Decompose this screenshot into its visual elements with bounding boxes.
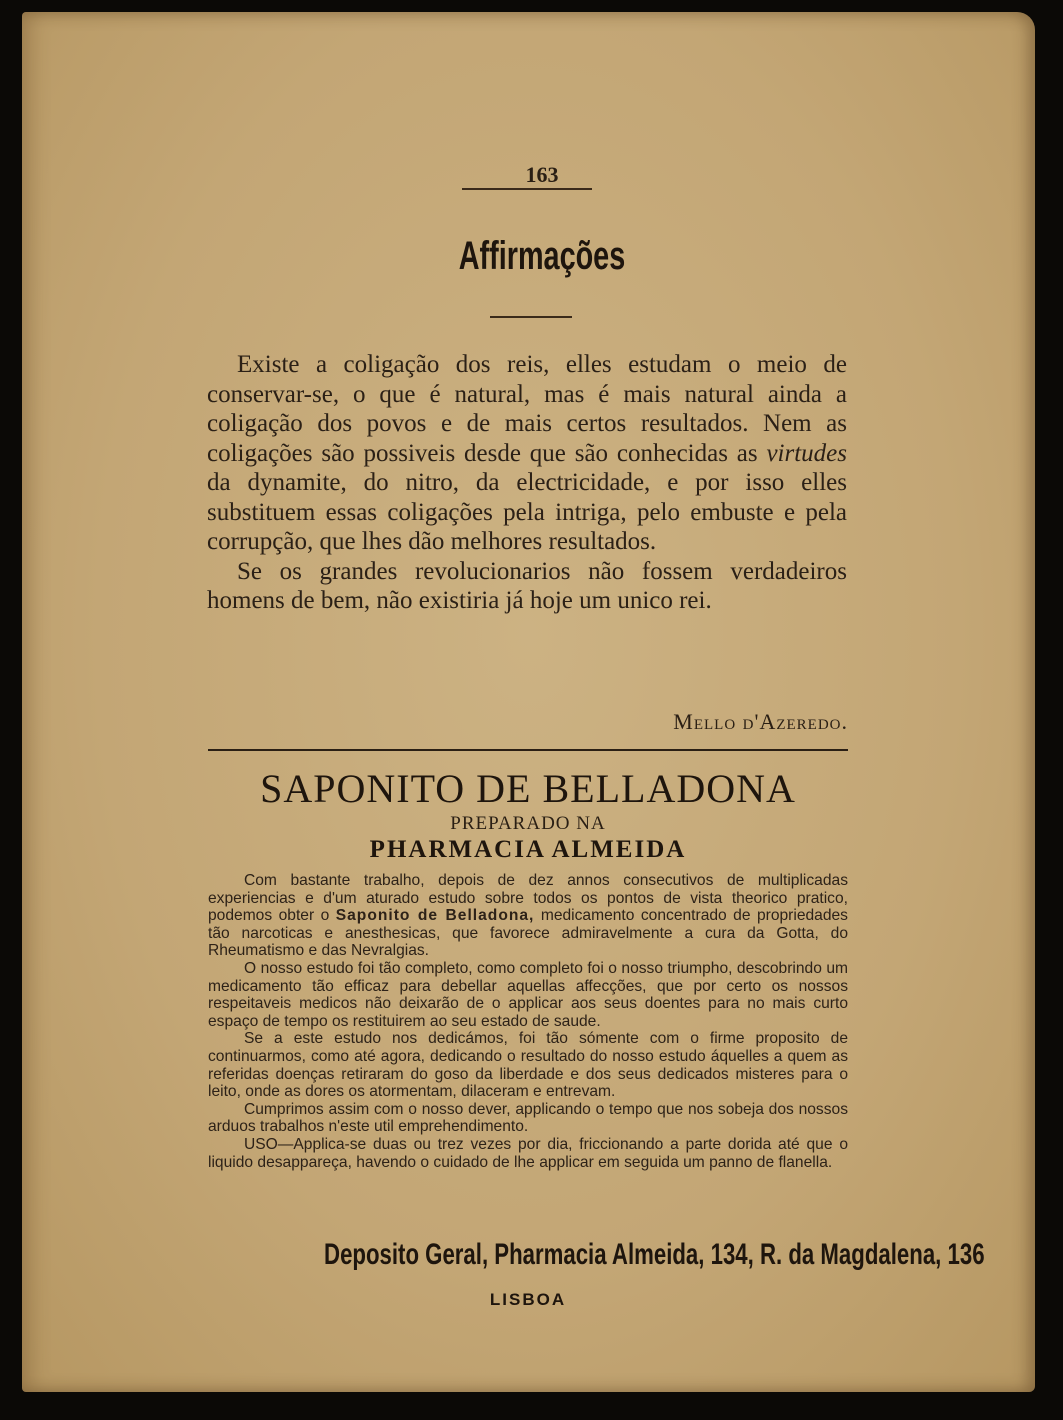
essay-paragraph-1: Existe a coligação dos reis, elles estudam o meio de conservar-se, o que é natural, mas é mais natural ainda a coligação dos povos e de mais certos resultados. Nem as coligações são possiveis desde que são conhecidas as virtudes da dynamite, do nitro, da electricidade, e por isso elles substituem essas coligações pela intriga, pelo embuste e pela corrupção, que lhes dão melhores resultados. (207, 351, 847, 555)
section-divider (208, 749, 848, 751)
ad-pharmacy-name: PHARMACIA ALMEIDA (369, 836, 687, 863)
title-rule (490, 316, 572, 318)
ad-paragraph-4: Cumprimos assim com o nosso dever, applicando o tempo que nos sobeja dos nossos arduos trabalhos n'este util emprehendimento. (208, 1100, 848, 1136)
ad-city: LISBOA (489, 1290, 567, 1309)
essay-paragraph-2: Se os grandes revolucionarios não fossem verdadeiros homens de bem, não existiria já hoje um unico rei. (207, 557, 847, 614)
essay-signature: Mello d'Azeredo. (673, 709, 848, 734)
essay-title: Affirmações (458, 234, 626, 278)
ad-paragraph-usage: USO—Applica-se duas ou trez vezes por dia, friccionando a parte dorida até que o liquido desappareça, havendo o cuidado de lhe applicar em seguida um panno de flanella. (208, 1135, 848, 1171)
essay-body (207, 350, 847, 616)
page-number: 163 (525, 162, 559, 187)
header-rule (462, 188, 592, 190)
ad-paragraph-3: Se a este estudo nos dedicámos, foi tão sómente com o firme proposito de continuarmos, como até agora, dedicando o resultado do nosso estudo áquelles a quem as referidas doenças retiraram do goso da liberdade e dos seus dedicados misteres para o leito, onde as dores os atormentam, dilaceram e entrevam. (208, 1030, 848, 1101)
emphasis-virtudes: virtudes (766, 439, 847, 467)
ad-prepared-label: PREPARADO NA (450, 813, 606, 834)
book-page (22, 12, 1035, 1392)
ad-body (208, 872, 848, 1171)
ad-title: SAPONITO DE BELLADONA (260, 766, 796, 811)
ad-deposit-address: Deposito Geral, Pharmacia Almeida, 134, R. da Magdalena, 136 (324, 1238, 985, 1271)
ad-paragraph-1: Com bastante trabalho, depois de dez annos consecutivos de multiplicadas experiencias e d'um aturado estudo sobre todos os pontos de vista theorico pratico, podemos obter o Saponito de Belladona, medicamento concentrado de propriedades tão narcoticas e anesthesicas, que favorece admiravelmente a cura da Gotta, do Rheumatismo e das Nevralgias. (208, 872, 848, 960)
ad-paragraph-2: O nosso estudo foi tão completo, como completo foi o nosso triumpho, descobrindo um medicamento tão efficaz para debellar aquellas affecções, que por certo os nossos respeitaveis medicos não deixarão de o applicar aos seus doentes para no mais curto espaço de tempo os restituirem ao seu estado de saude. (208, 959, 848, 1030)
product-name: Saponito de Belladona, (335, 907, 535, 925)
